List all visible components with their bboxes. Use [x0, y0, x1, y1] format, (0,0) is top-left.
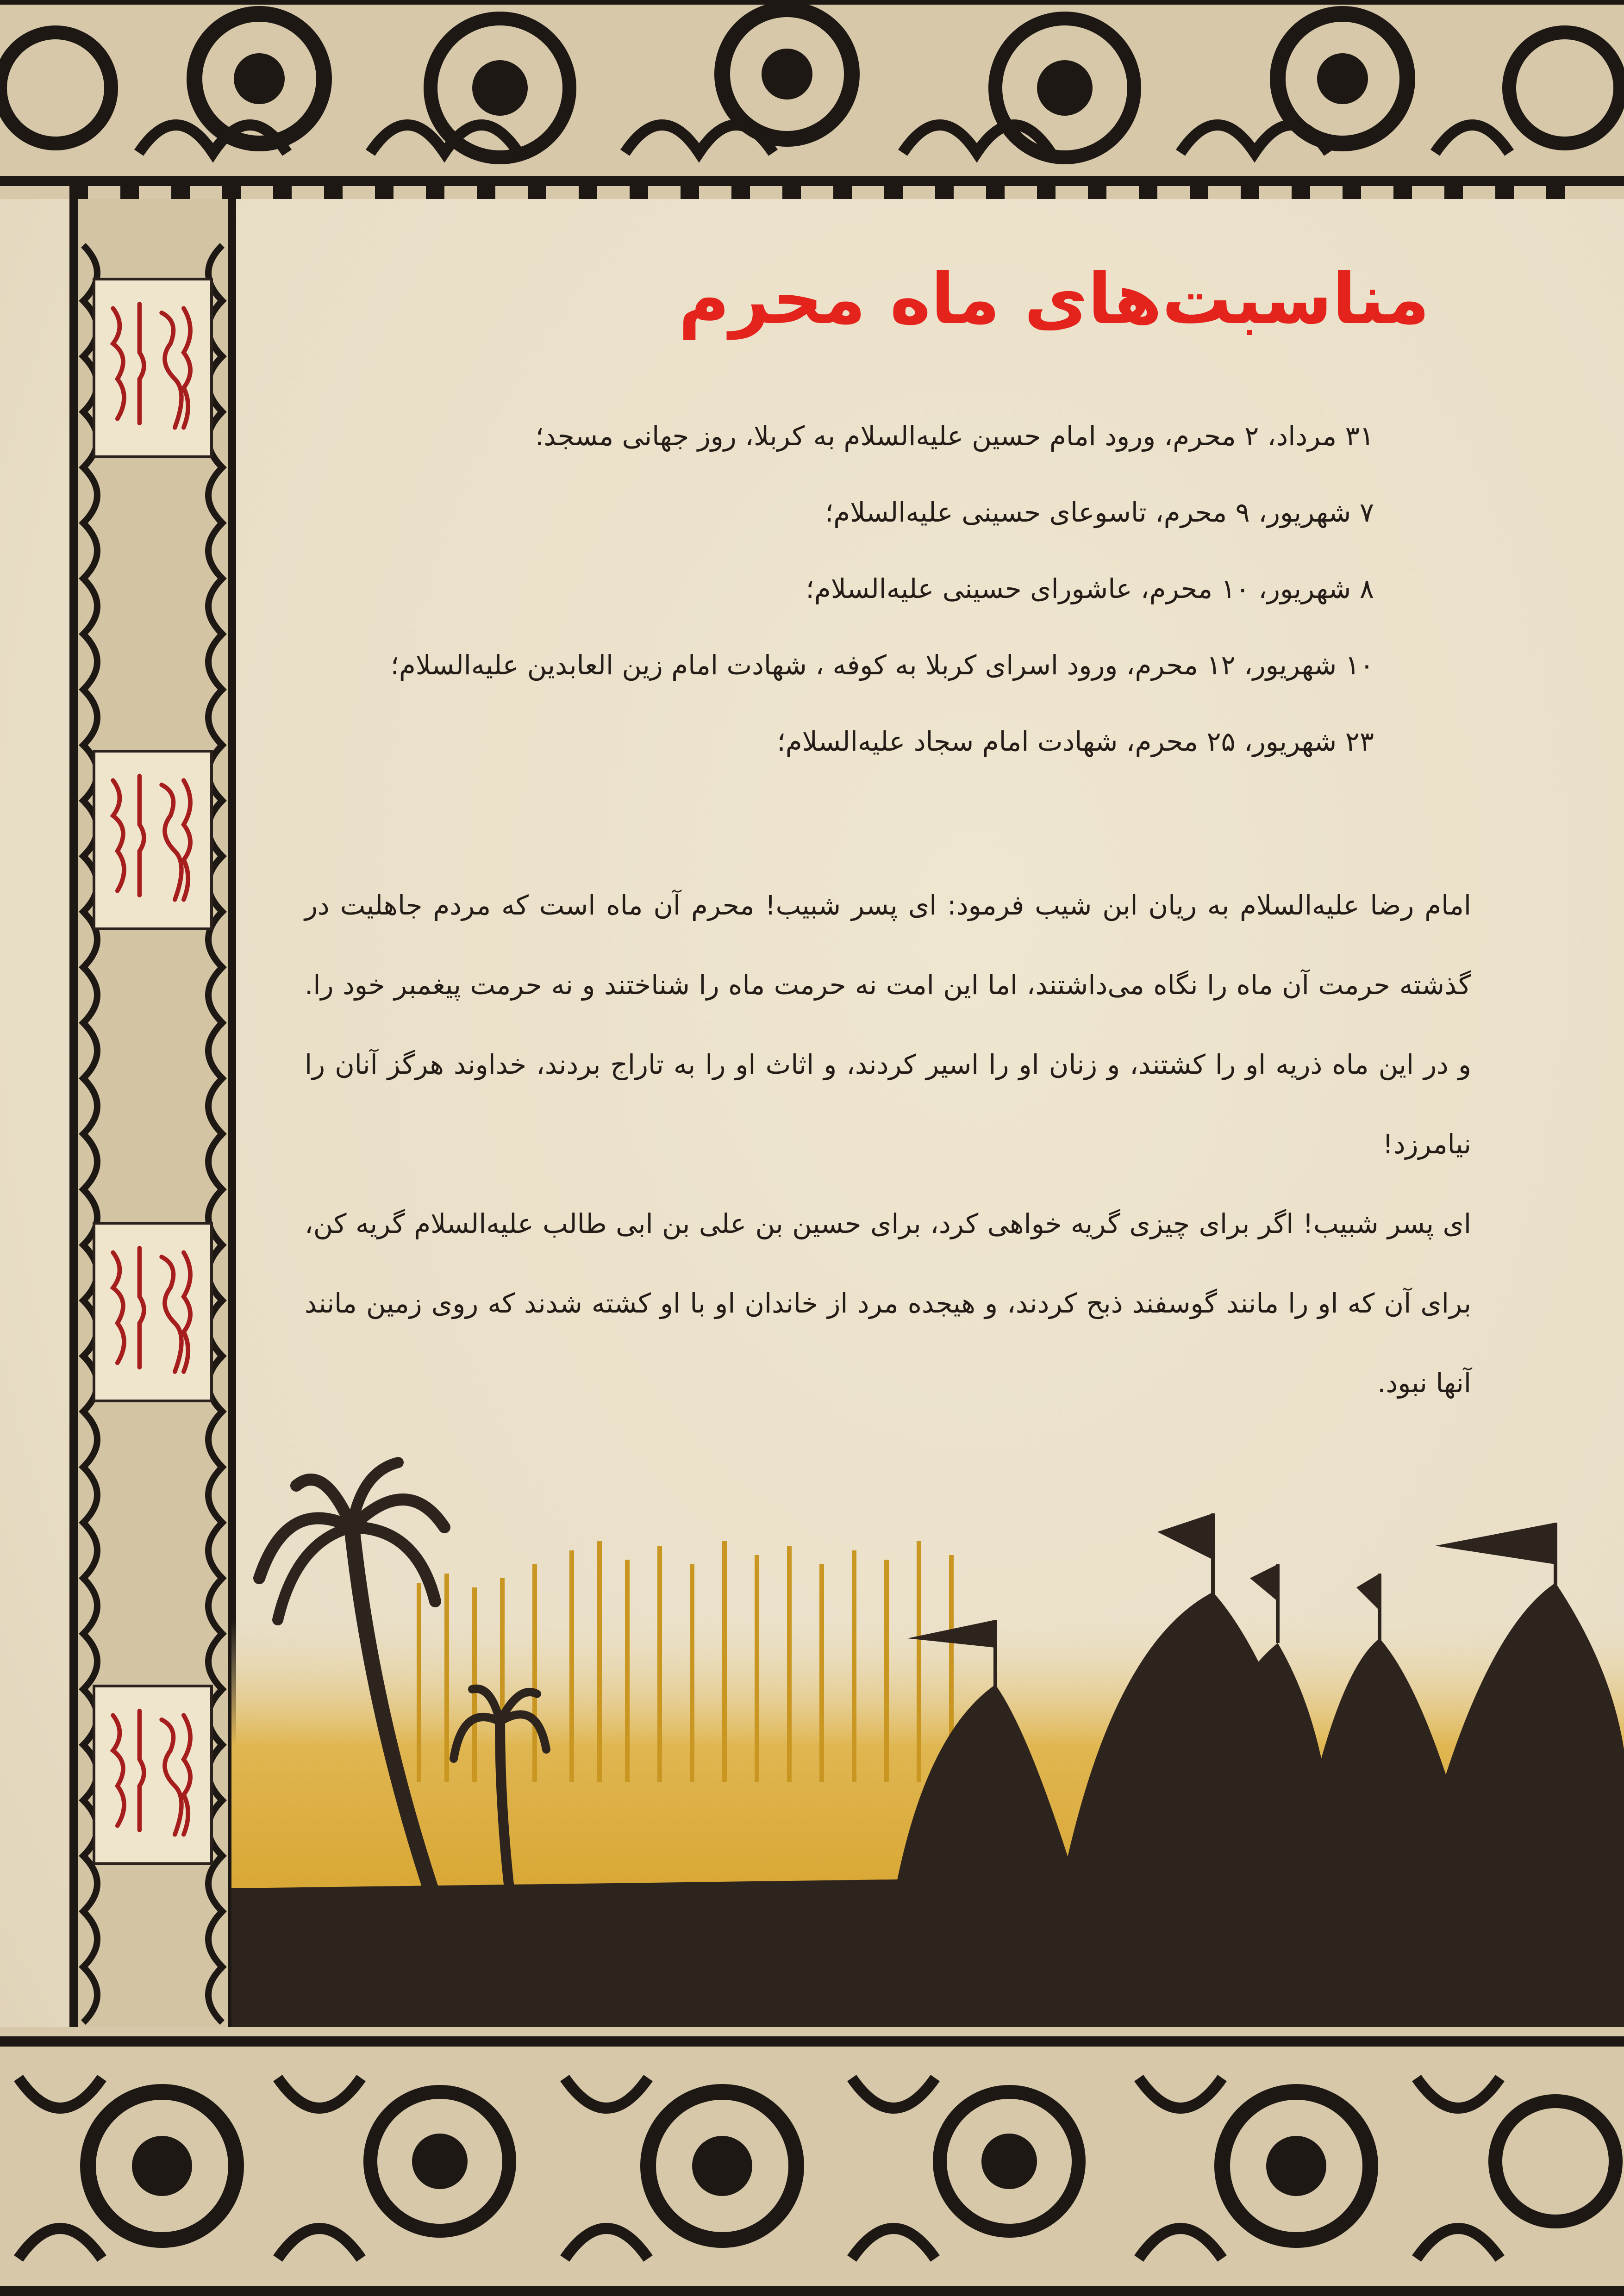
events-list [263, 398, 1374, 780]
hadith-text [305, 865, 1471, 1423]
list-item: ۷ شهریور، ۹ محرم، تاسوعای حسینی علیه‌السلام؛ [824, 497, 1374, 528]
hadith-paragraph: امام رضا علیه‌السلام به ریان ابن شیب فرمود: ای پسر شبیب! محرم آن ماه است که مردم جاهلیت در گذشته حرمت آن ماه را نگاه می‌داشتند، اما این امت نه حرمت ماه را شناختند و نه حرمت پیغمبر خود را. و در این ماه ذریه او را کشتند، و زنان او را اسیر کردند، و اثاث او را به تاراج بردند، خداوند هرگز آنان را نیامرزد! [305, 890, 1471, 1160]
top-ornament-pattern [0, 0, 1624, 199]
calligraphy-art [95, 280, 210, 455]
calligraphy-cartouche [93, 750, 213, 930]
calligraphy-cartouche [93, 1222, 213, 1402]
list-item: ۲۳ شهریور، ۲۵ محرم، شهادت امام سجاد علیه‌السلام؛ [777, 726, 1374, 757]
top-ornament-border [0, 0, 1624, 199]
calligraphy-art [95, 753, 210, 927]
page-title: مناسبت‌های ماه محرم [678, 259, 1430, 340]
calligraphy-cartouche [93, 278, 213, 458]
list-item: ۸ شهریور، ۱۰ محرم، عاشورای حسینی علیه‌السلام؛ [806, 573, 1374, 604]
bottom-ornament-border [0, 2027, 1624, 2296]
calligraphy-art [95, 1225, 210, 1400]
karbala-scene-illustration [0, 1425, 1624, 2027]
list-item: ۳۱ مرداد، ۲ محرم، ورود امام حسین علیه‌السلام به کربلا، روز جهانی مسجد؛ [535, 420, 1374, 452]
list-item: ۱۰ شهریور، ۱۲ محرم، ورود اسرای کربلا به کوفه ، شهادت امام زین العابدین علیه‌السلام؛ [390, 649, 1374, 681]
bottom-ornament-pattern [0, 2027, 1624, 2296]
hadith-paragraph: ای پسر شبیب! اگر برای چیزی گریه خواهی کرد، برای حسین بن علی بن ابی طالب علیه‌السلام گریه کن، برای آن که او را مانند گوسفند ذبح کردند، و هیجده مرد از خاندان او با او کشته شدند که روی زمین مانند آنها نبود. [305, 1208, 1471, 1399]
